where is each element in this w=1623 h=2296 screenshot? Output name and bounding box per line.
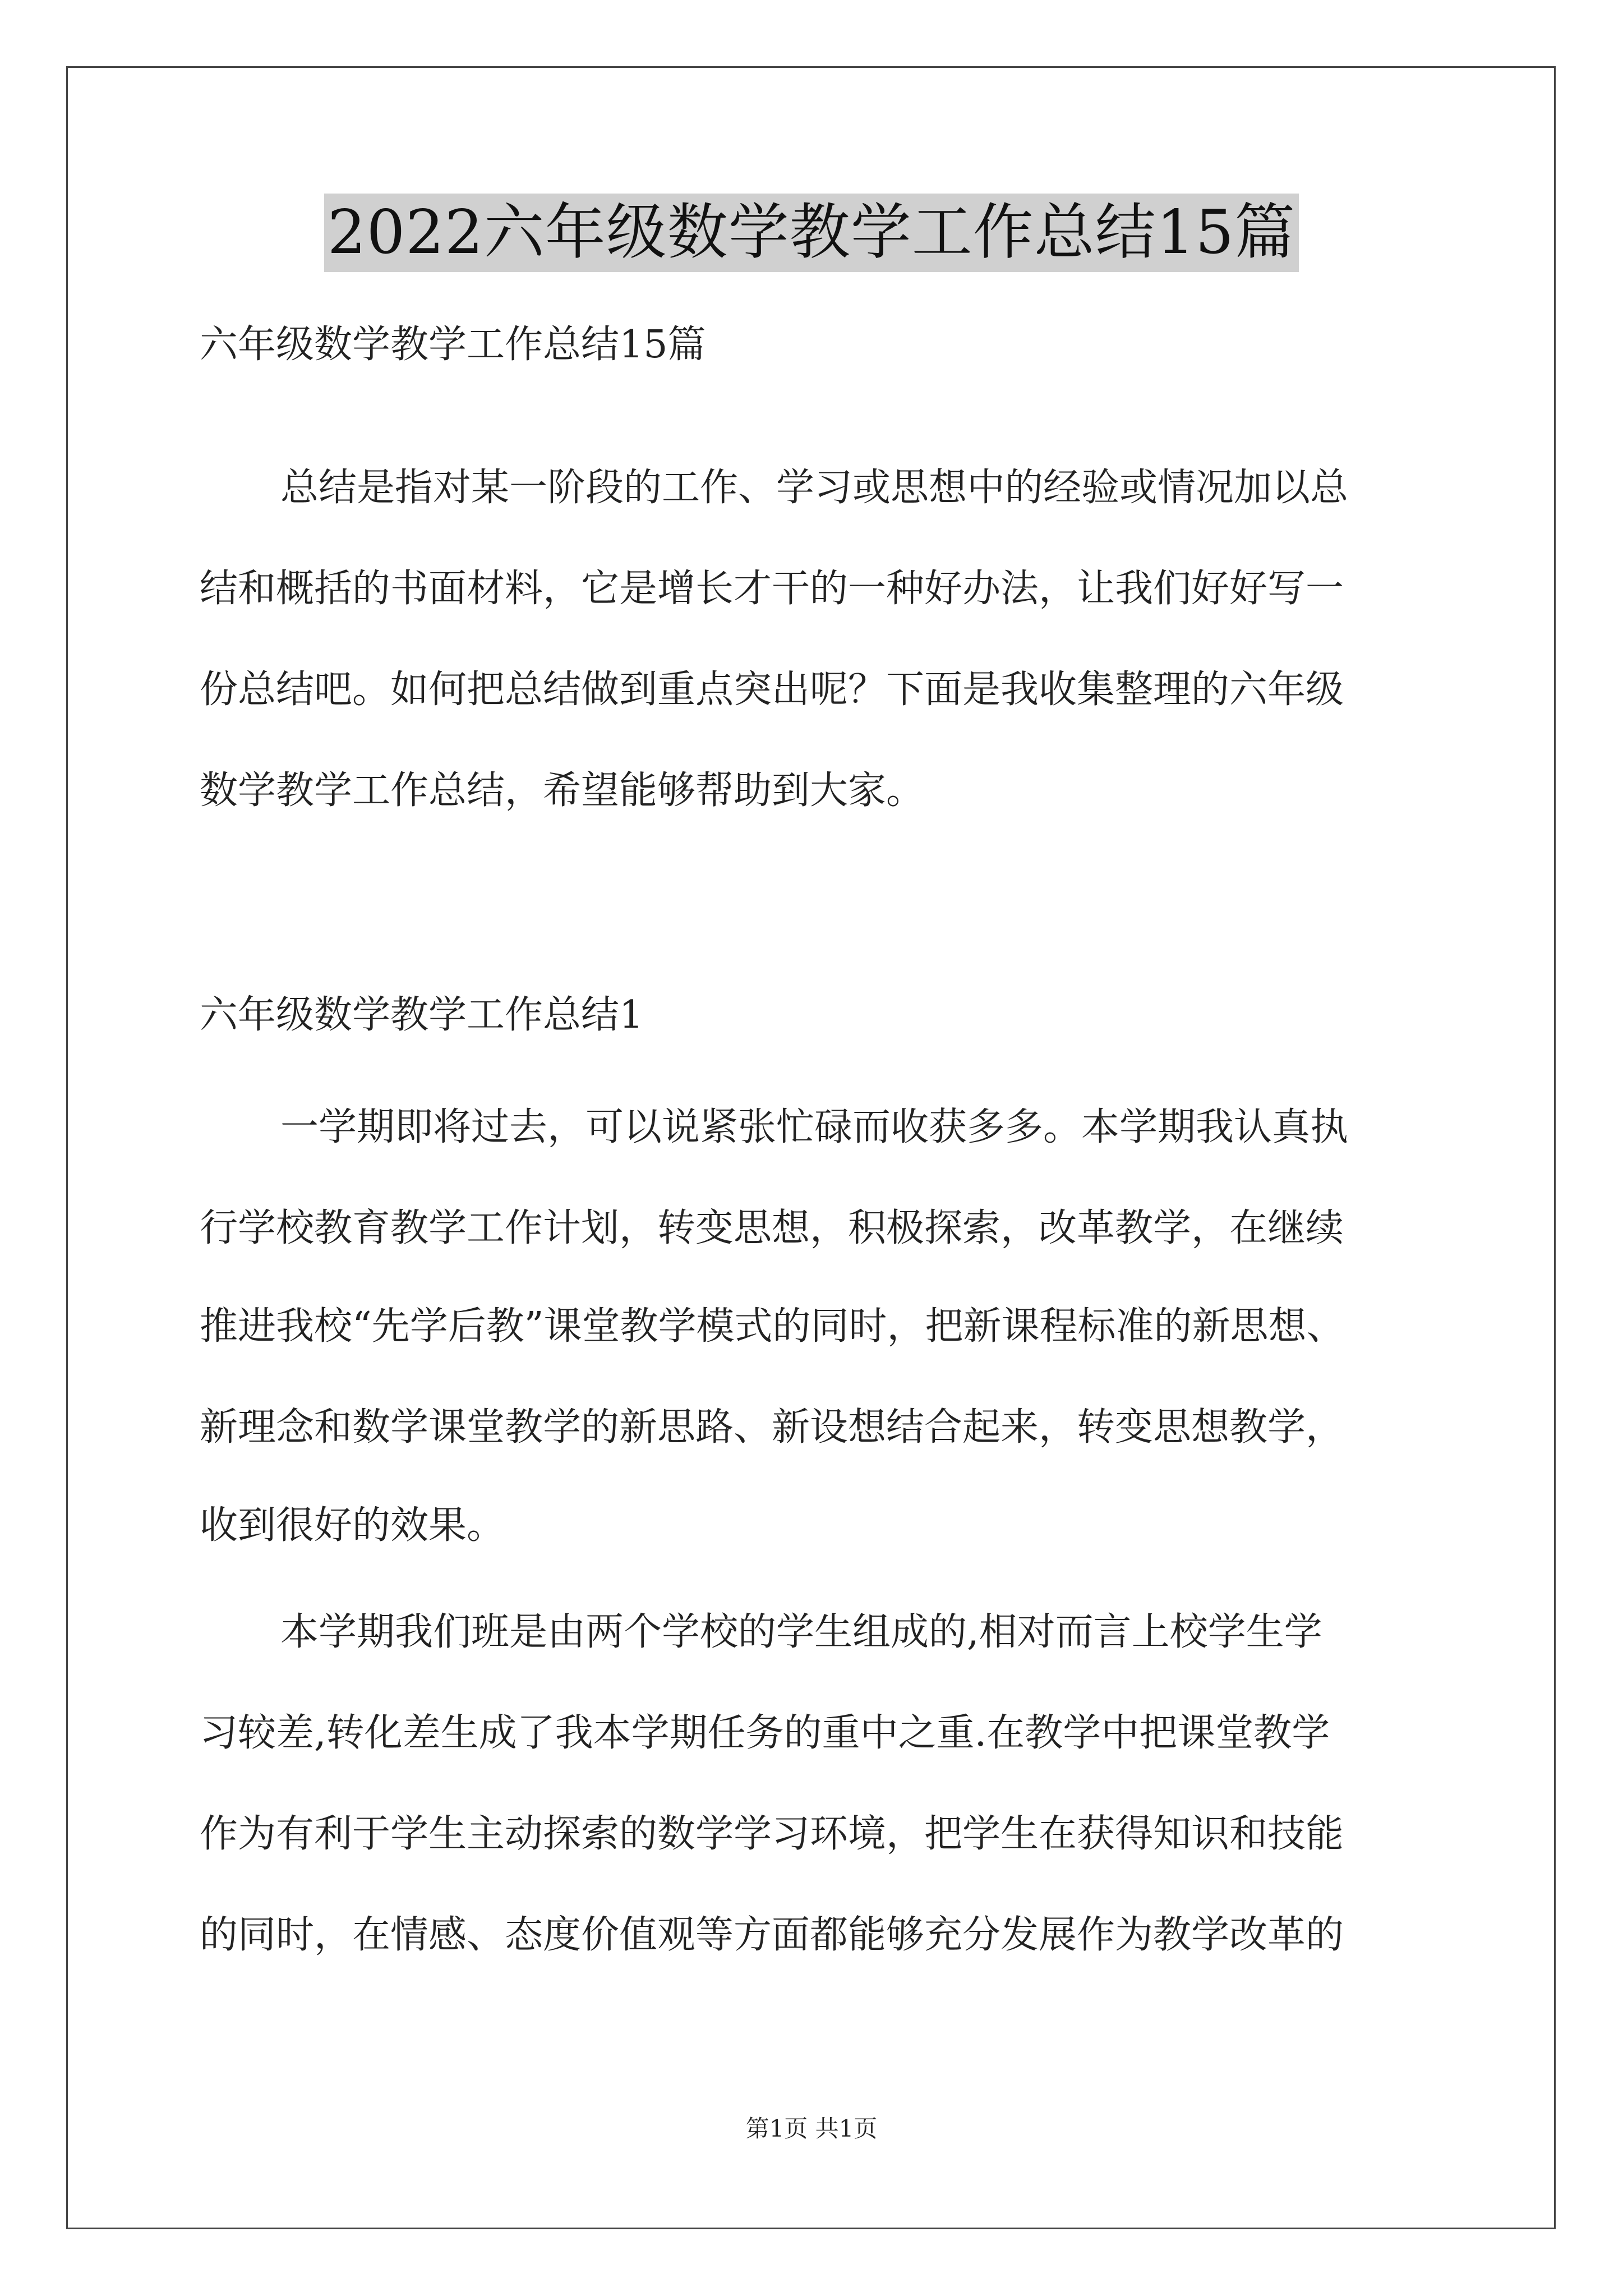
paragraph-line: 数学教学工作总结，希望能够帮助到大家。 [200, 769, 925, 813]
paragraph-line: 行学校教育教学工作计划，转变思想，积极探索，改革教学，在继续 [200, 1206, 1344, 1250]
subtitle-line: 六年级数学教学工作总结15篇 [200, 323, 706, 367]
paragraph-line: 新理念和数学课堂教学的新思路、新设想结合起来，转变思想教学， [200, 1405, 1344, 1450]
paragraph-line: 收到很好的效果。 [200, 1503, 505, 1548]
paragraph-line: 本学期我们班是由两个学校的学生组成的,相对而言上校学生学 [280, 1610, 1322, 1654]
paragraph-line: 习较差,转化差生成了我本学期任务的重中之重.在教学中把课堂教学 [200, 1711, 1330, 1755]
paragraph-line: 一学期即将过去，可以说紧张忙碌而收获多多。本学期我认真执 [280, 1105, 1349, 1149]
paragraph-line: 份总结吧。如何把总结做到重点突出呢？下面是我收集整理的六年级 [200, 668, 1344, 712]
paragraph-line: 的同时，在情感、态度价值观等方面都能够充分发展作为教学改革的 [200, 1913, 1344, 1957]
page-footer: 第1页 共1页 [745, 2115, 878, 2142]
paragraph-line: 推进我校“先学后教”课堂教学模式的同时，把新课程标准的新思想、 [200, 1304, 1345, 1349]
document-title: 2022六年级数学教学工作总结15篇 [324, 194, 1299, 272]
title-container [0, 194, 1623, 272]
paragraph-line: 作为有利于学生主动探索的数学学习环境，把学生在获得知识和技能 [200, 1812, 1344, 1856]
section-heading: 六年级数学教学工作总结1 [200, 993, 644, 1037]
paragraph-line: 结和概括的书面材料，它是增长才干的一种好办法，让我们好好写一 [200, 567, 1344, 611]
paragraph-line: 总结是指对某一阶段的工作、学习或思想中的经验或情况加以总 [280, 466, 1349, 510]
